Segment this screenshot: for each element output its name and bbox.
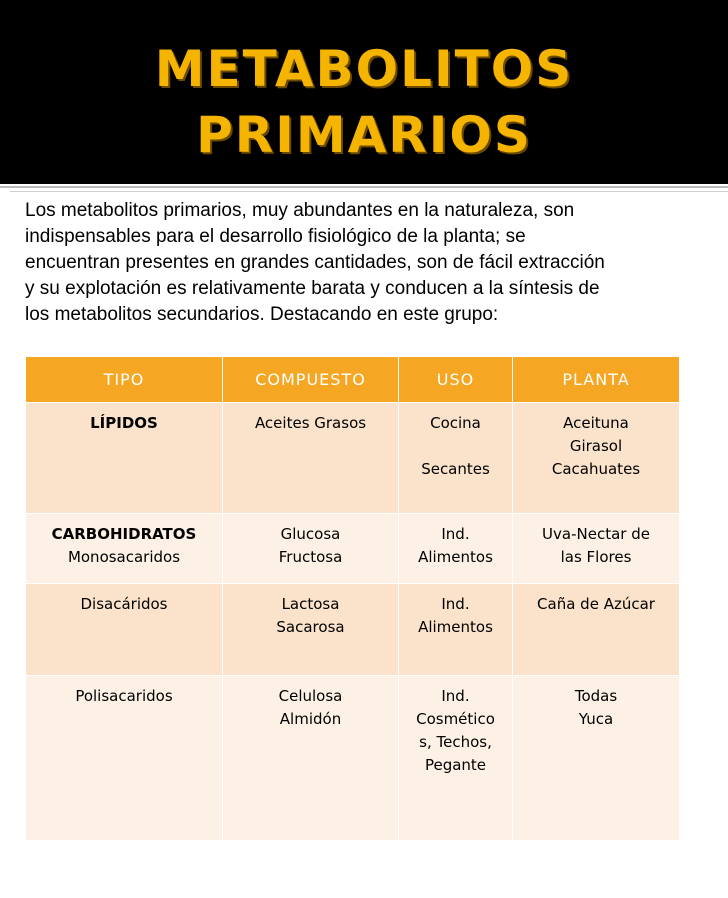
table-row: [26, 676, 680, 841]
table-row: [26, 584, 680, 676]
cell-line: Todas: [574, 687, 618, 705]
cell-line: s, Techos,: [419, 733, 492, 751]
cell-line: Glucosa: [280, 525, 341, 543]
cell-planta: [513, 676, 680, 841]
cell-line: Girasol: [569, 437, 623, 455]
cell-line: CARBOHIDRATOS: [51, 525, 197, 543]
header-uso: USO: [399, 357, 513, 403]
slide-title-line-1: METABOLITOS: [154, 40, 574, 98]
cell-line: Polisacaridos: [75, 687, 173, 705]
cell-line: Alimentos: [418, 548, 493, 566]
header-tipo: TIPO: [26, 357, 223, 403]
cell-line: Secantes: [421, 460, 490, 478]
cell-line: Alimentos: [418, 618, 493, 636]
cell-tipo: [26, 584, 223, 676]
cell-line: Fructosa: [278, 548, 343, 566]
cell-line: las Flores: [560, 548, 632, 566]
cell-planta: [513, 514, 680, 584]
cell-line: Lactosa: [281, 595, 340, 613]
cell-line: Sacarosa: [276, 618, 345, 636]
table-row: [26, 514, 680, 584]
cell-tipo: [26, 403, 223, 514]
cell-line: Uva-Nectar de: [542, 525, 650, 543]
header-planta: PLANTA: [513, 357, 680, 403]
cell-line: Ind.: [441, 687, 470, 705]
cell-uso: [399, 584, 513, 676]
cell-line: Pegante: [424, 756, 487, 774]
cell-compuesto: [223, 514, 399, 584]
metabolites-table: [25, 356, 680, 841]
cell-planta: [513, 403, 680, 514]
cell-compuesto: [223, 403, 399, 514]
cell-line: Ind.: [441, 595, 470, 613]
slide-title-line-2: PRIMARIOS: [196, 106, 532, 164]
intro-paragraph: Los metabolitos primarios, muy abundantes en la naturaleza, son indispensables para el desarrollo fisiológico de la planta; se encuentran presentes en grandes cantidades, son de fácil extracción y su explotación es relativamente barata y conducen a la síntesis de los metabolitos secundarios. Destacando en este grupo:: [25, 200, 605, 325]
cell-compuesto: [223, 676, 399, 841]
cell-line: Yuca: [578, 710, 614, 728]
cell-tipo: [26, 514, 223, 584]
cell-line: Celulosa: [278, 687, 343, 705]
cell-tipo: [26, 676, 223, 841]
cell-uso: [399, 676, 513, 841]
cell-line: Almidón: [279, 710, 342, 728]
table-header-row: [26, 357, 680, 403]
cell-line: LÍPIDOS: [90, 414, 158, 432]
cell-compuesto: [223, 584, 399, 676]
cell-line: Aceituna: [563, 414, 629, 432]
cell-line: Disacáridos: [80, 595, 168, 613]
cell-gap: [399, 435, 512, 458]
cell-line: Monosacaridos: [67, 548, 181, 566]
cell-line: Caña de Azúcar: [537, 595, 655, 613]
title-band: [0, 0, 728, 184]
cell-uso: [399, 514, 513, 584]
cell-line: Cocina: [430, 414, 481, 432]
cell-line: Aceites Grasos: [254, 414, 367, 432]
divider-line-thin: [10, 191, 728, 192]
cell-uso: [399, 403, 513, 514]
header-compuesto: COMPUESTO: [223, 357, 399, 403]
table-row: [26, 403, 680, 514]
cell-line: Cosmético: [416, 710, 495, 728]
cell-line: Cacahuates: [551, 460, 641, 478]
divider-line: [0, 186, 728, 188]
cell-planta: [513, 584, 680, 676]
cell-line: Ind.: [441, 525, 470, 543]
